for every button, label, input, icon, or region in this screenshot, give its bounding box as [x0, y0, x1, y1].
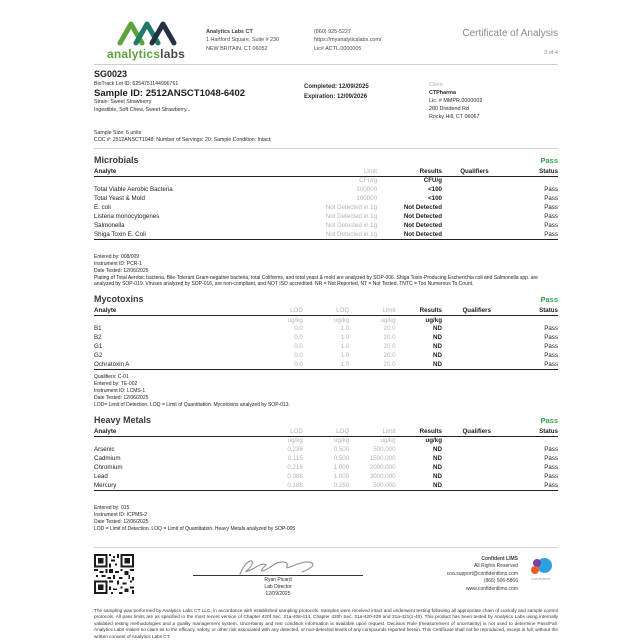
client-address2: Rocky Hill, CT 06067 — [429, 114, 480, 121]
qualifiers-cell — [442, 212, 507, 221]
col-qualifiers: Qualifiers — [442, 167, 507, 177]
table-row — [94, 221, 558, 230]
lab-name: Analytics Labs CT — [206, 29, 253, 35]
col-loq: LOQ — [303, 427, 349, 437]
units-lod: ug/kg — [287, 316, 303, 324]
heavy-metals-status-badge: Pass — [540, 415, 558, 425]
status-cell: Pass — [512, 481, 558, 491]
results-cell: Not Detected — [403, 221, 442, 229]
entered-by: Entered by: 015 — [94, 504, 130, 511]
client-name: CTPharma — [429, 90, 456, 97]
mycotoxins-table — [94, 306, 558, 370]
lab-address-line1: 1 Hartford Square, Suite # 230 — [206, 37, 280, 44]
analyte-cell: Total Viable Aerobic Bacteria — [94, 185, 173, 193]
expiration-date: Expiration: 12/09/2026 — [304, 93, 368, 100]
col-qualifiers: Qualifiers — [442, 306, 512, 316]
lod-cell: 0.088 — [287, 472, 303, 480]
table-row — [94, 203, 558, 212]
lod-cell: 0.188 — [261, 481, 303, 491]
instrument-id: Instrument ID: ICPMS-2 — [94, 511, 148, 518]
sample-code: SG0023 — [94, 69, 128, 79]
analyte-cell: B1 — [94, 325, 102, 333]
status-cell: Pass — [544, 463, 558, 471]
status-cell: Pass — [544, 454, 558, 462]
analyte-cell: G2 — [94, 352, 103, 360]
limit-cell: Not Detected in 1g — [325, 221, 378, 229]
results-cell: Not Detected — [403, 212, 442, 220]
results-cell: ND — [433, 454, 442, 462]
qualifiers-cell — [442, 185, 507, 194]
col-status: Status — [512, 427, 558, 437]
loq-cell: 1.0 — [303, 360, 349, 370]
results-cell: ND — [396, 481, 442, 491]
table-row — [94, 342, 558, 351]
mountain-zigzag-icon — [114, 20, 178, 46]
product-type: Ingestible, Soft Chew, Sweet Strawberry... — [94, 106, 191, 113]
table-row — [94, 333, 558, 342]
confident-logo-text: confident — [531, 576, 551, 581]
results-cell: Not Detected — [377, 230, 442, 240]
lims-phone: (866) 506-5866 — [483, 578, 518, 585]
units-results: CFU/g — [423, 177, 442, 185]
col-status: Status — [512, 306, 558, 316]
lab-contact-block — [314, 20, 426, 53]
lod-cell: 0.0 — [294, 334, 303, 342]
client-address1: 280 Dividend Rd — [429, 106, 469, 113]
instrument-id: Instrument ID: LCMS-1 — [94, 388, 146, 395]
results-cell: <100 — [428, 185, 442, 193]
col-status: Status — [507, 167, 558, 177]
units-loq: ug/kg — [334, 316, 350, 324]
client-label: Client — [429, 82, 443, 88]
biotrack-lot-id: BioTrack Lot ID: 6254751144996761 — [94, 81, 179, 87]
lab-address-line2: NEW BRITAIN, CT 06052 — [206, 45, 268, 52]
entered-by: Entered by: 008/009 — [94, 253, 140, 260]
qualifiers-cell — [442, 360, 512, 370]
results-cell: ND — [433, 334, 442, 342]
method-note: Plating of Total Aerobic bacteria, Bile-Tolerant Gram-negative bacteria, total Coliforms, and total yeast & mold are analyzed by SOP-006. Shiga Toxin-Producing Escherichia coli and Salmonella spp. are analyzed by SOP-019. Viruses analyzed by SOP-016, are non-compliant, and NOT ISO accredited. NR = Not Reported, NT = Not Tested, TNTC = Too Numerous To Count. — [94, 274, 538, 288]
units-limit: CFU/g — [359, 177, 378, 185]
qualifiers-cell — [442, 324, 512, 333]
status-cell: Pass — [544, 221, 558, 229]
analyte-cell: Total Yeast & Mold — [94, 194, 145, 202]
lims-info — [422, 554, 518, 594]
table-row — [94, 212, 558, 221]
footer-divider — [94, 547, 558, 548]
qualifiers-cell — [442, 472, 512, 481]
sample-ids-block — [94, 69, 304, 122]
col-limit: Limit — [349, 427, 395, 437]
lims-rights: All Rights Reserved — [474, 563, 518, 570]
lab-license: Lic# ACTL.0000005 — [314, 45, 362, 52]
loq-cell: 0.500 — [333, 445, 350, 453]
table-row — [94, 463, 558, 472]
results-cell: <100 — [428, 194, 442, 202]
method-note: LOD = Limit of Detection. LOQ = Limit of Quantitation. Heavy Metals analyzed by SOP-005 — [94, 525, 296, 532]
qualifiers-note: Qualifiers: C-01 — [94, 374, 129, 381]
microbials-status-badge: Pass — [540, 155, 558, 165]
col-results: Results — [396, 306, 442, 316]
col-analyte: Analyte — [94, 427, 261, 437]
signer-title: Lab Director — [264, 583, 292, 590]
qualifiers-cell — [442, 342, 512, 351]
lod-cell: 0.0 — [294, 343, 303, 351]
page-number: 3 of 4 — [544, 50, 558, 56]
status-cell: Pass — [544, 194, 558, 202]
limit-cell: Not Detected in 1g — [325, 212, 378, 220]
status-cell: Pass — [544, 334, 558, 342]
status-cell: Pass — [544, 325, 558, 333]
heavy-metals-units-row — [94, 436, 558, 445]
page-title: Certificate of Analysis — [462, 28, 558, 39]
loq-cell: 0.250 — [303, 481, 349, 491]
mycotoxins-title: Mycotoxins — [94, 294, 144, 305]
results-cell: Not Detected — [403, 203, 442, 211]
microbials-table — [94, 167, 558, 240]
client-license: Lic. # MMPR.0000002 — [429, 98, 483, 105]
analyte-cell: Chromium — [94, 463, 123, 471]
limit-cell: Not Detected in 1g — [325, 203, 378, 211]
dates-block — [304, 69, 429, 122]
completed-date: Completed: 12/09/2025 — [304, 84, 369, 90]
status-cell: Pass — [544, 445, 558, 453]
table-row — [94, 185, 558, 194]
date-tested: Date Tested: 12/06/2025 — [94, 395, 149, 402]
limit-cell: Not Detected in 1g — [289, 230, 377, 240]
lod-cell: 0.115 — [287, 454, 303, 462]
lims-email: coa.support@confidentlims.com — [446, 570, 518, 577]
confident-logo — [524, 554, 558, 581]
col-results: Results — [377, 167, 442, 177]
sample-id: Sample ID: 2512ANSCT1048-6402 — [94, 88, 246, 99]
lims-website: www.confidentlims.com — [466, 585, 518, 592]
coc-line: COC #: 2512ANSCT1048; Number of Servings: 20; Sample Condition: Intact; — [94, 137, 272, 144]
status-cell: Pass — [544, 352, 558, 360]
qualifiers-cell — [442, 463, 512, 472]
table-row — [94, 454, 558, 463]
col-lod: LOD — [261, 306, 303, 316]
analyte-cell: Salmonella — [94, 221, 125, 229]
results-cell: ND — [433, 463, 442, 471]
limit-cell: 100000 — [356, 194, 378, 202]
lab-website: https://myanalyticslabs.com/ — [314, 37, 382, 44]
limit-cell: 2000.000 — [369, 463, 396, 471]
analyte-cell: Shiga Toxin E. Coli — [94, 230, 289, 240]
coa-title-block — [462, 20, 558, 56]
col-results: Results — [396, 427, 442, 437]
header-divider — [94, 64, 558, 65]
status-cell: Pass — [544, 212, 558, 220]
loq-cell: 1.0 — [340, 352, 350, 360]
results-cell: ND — [396, 360, 442, 370]
limit-cell: 100000 — [356, 185, 378, 193]
qr-code — [94, 554, 134, 594]
analyte-cell: Cadmium — [94, 454, 121, 462]
client-block — [429, 69, 558, 122]
loq-cell: 1.0 — [340, 334, 350, 342]
lod-cell: 0.236 — [287, 445, 303, 453]
sample-meta — [94, 130, 558, 145]
microbials-units-row — [94, 176, 558, 185]
analyte-cell: Lead — [94, 472, 108, 480]
qualifiers-cell — [442, 203, 507, 212]
lims-name: Confident LIMS — [481, 555, 518, 562]
col-loq: LOQ — [303, 306, 349, 316]
col-analyte: Analyte — [94, 167, 289, 177]
status-cell: Pass — [544, 203, 558, 211]
analyte-cell: B2 — [94, 334, 102, 342]
table-row — [94, 351, 558, 360]
status-cell: Pass — [512, 360, 558, 370]
limit-cell: 20.0 — [383, 325, 396, 333]
header — [94, 20, 558, 61]
date-tested: Date Tested: 12/06/2025 — [94, 518, 149, 525]
loq-cell: 1.0 — [340, 325, 350, 333]
lod-cell: 0.0 — [294, 325, 303, 333]
analyte-cell: Arsenic — [94, 445, 115, 453]
loq-cell: 1.000 — [333, 463, 350, 471]
col-limit: Limit — [349, 306, 395, 316]
microbials-header — [94, 155, 558, 165]
qualifiers-cell — [442, 221, 507, 230]
units-results: ug/kg — [425, 437, 442, 445]
qualifiers-cell — [442, 454, 512, 463]
results-cell: ND — [433, 352, 442, 360]
limit-cell: 1500.000 — [369, 454, 396, 462]
signature-line — [193, 575, 363, 576]
status-cell: Pass — [507, 230, 558, 240]
col-lod: LOD — [261, 427, 303, 437]
analyte-cell: G1 — [94, 343, 103, 351]
table-row — [94, 445, 558, 454]
sample-size: Sample Size: 6 units — [94, 129, 142, 136]
analyte-cell: E. coli — [94, 203, 111, 211]
lab-phone: (860) 925-5227 — [314, 29, 351, 35]
col-qualifiers: Qualifiers — [442, 427, 512, 437]
analyte-cell: Listeria monocytogenes — [94, 212, 160, 220]
strain: Strain: Sweet Strawberry — [94, 99, 152, 105]
table-row — [94, 472, 558, 481]
brand-labs: labs — [160, 47, 185, 61]
units-loq: ug/kg — [334, 437, 350, 445]
method-note: LOD= Limit of Detection, LOQ = Limit of Quantitation. Mycotoxins analyzed by SOP-013. — [94, 402, 290, 409]
sample-info — [94, 69, 558, 122]
lab-address-block — [206, 20, 308, 53]
heavy-metals-table — [94, 427, 558, 491]
table-row — [94, 194, 558, 203]
limit-cell: 500.000 — [349, 481, 395, 491]
confident-logo-icon — [530, 558, 552, 576]
analyte-cell: Mercury — [94, 481, 261, 491]
qualifiers-cell — [442, 351, 512, 360]
signature-block — [134, 554, 422, 598]
analyte-cell: Ochratoxin A — [94, 360, 261, 370]
mycotoxins-notes — [94, 374, 558, 409]
loq-cell: 0.500 — [333, 454, 350, 462]
date-tested: Date Tested: 12/06/2025 — [94, 267, 149, 274]
entered-by: Entered by: TE-002 — [94, 381, 138, 388]
units-results: ug/kg — [425, 316, 442, 324]
qualifiers-cell — [442, 445, 512, 454]
sample-divider — [94, 148, 558, 149]
signer-name: Ryan Picard — [264, 576, 292, 583]
results-cell: ND — [433, 445, 442, 453]
col-analyte: Analyte — [94, 306, 261, 316]
table-row — [94, 230, 558, 240]
brand-analytics: analytics — [107, 47, 161, 61]
mycotoxins-status-badge: Pass — [540, 295, 558, 305]
loq-cell: 1.000 — [333, 472, 350, 480]
lab-logo — [94, 20, 198, 61]
microbials-notes — [94, 254, 558, 289]
col-limit: Limit — [289, 167, 377, 177]
table-row — [94, 481, 558, 491]
heavy-metals-header — [94, 415, 558, 425]
mycotoxins-units-row — [94, 316, 558, 325]
results-cell: ND — [433, 472, 442, 480]
table-row — [94, 324, 558, 333]
lod-cell: 0.0 — [261, 360, 303, 370]
limit-cell: 20.0 — [383, 343, 396, 351]
limit-cell: 20.0 — [383, 334, 396, 342]
mycotoxins-header — [94, 294, 558, 304]
microbials-title: Microbials — [94, 154, 139, 165]
units-lod: ug/kg — [287, 437, 303, 445]
limit-cell: 20.0 — [349, 360, 395, 370]
disclaimer-text: The sampling was performed by Analytics Labs CT LLC, in accordance with established sampling protocols. Samples were received intact and underwent testing following all appropriate chain of custody and sample control protocols. All pass limits are as specified in the most recent version of Chapter 420f Sec. 21a-408-414, Chapter 420h Sec. 21a-420-429 and 21a-421(1-40). This product has been tested by Analytics Labs using internally validated testing methodologies and a quality management system. Uncertainty and test condition information is available upon request. Decision Rule (measurement of uncertainty) is not used to determine Pass/Fail. Analytics Labs makes no claim as to the efficacy, safety, or other risk associated with any detected, or non-detected levels of any compounds reported herein. This Certificate shall not be reproduced, except in full, without the written consent of Analytics Labs CT. — [94, 607, 558, 639]
microbials-head-row — [94, 167, 558, 177]
signature-date: 12/09/2025 — [265, 590, 291, 597]
qualifiers-cell — [442, 194, 507, 203]
limit-cell: 500.000 — [373, 445, 396, 453]
results-cell: ND — [433, 325, 442, 333]
mycotoxins-head-row — [94, 306, 558, 316]
qualifiers-cell — [442, 481, 512, 491]
lod-cell: 0.0 — [294, 352, 303, 360]
limit-cell: 3000.000 — [369, 472, 396, 480]
qualifiers-cell — [442, 333, 512, 342]
heavy-metals-notes — [94, 505, 558, 533]
instrument-id: Instrument ID: PCR-1 — [94, 260, 142, 267]
heavy-metals-head-row — [94, 427, 558, 437]
status-cell: Pass — [544, 472, 558, 480]
results-cell: ND — [433, 343, 442, 351]
table-row — [94, 360, 558, 370]
status-cell: Pass — [544, 343, 558, 351]
lod-cell: 0.216 — [287, 463, 303, 471]
units-limit: ug/kg — [380, 437, 396, 445]
units-limit: ug/kg — [380, 316, 396, 324]
limit-cell: 20.0 — [383, 352, 396, 360]
loq-cell: 1.0 — [340, 343, 350, 351]
heavy-metals-title: Heavy Metals — [94, 414, 152, 425]
status-cell: Pass — [544, 185, 558, 193]
qualifiers-cell — [442, 230, 507, 240]
footer — [94, 554, 558, 598]
brand-wordmark — [94, 47, 198, 61]
